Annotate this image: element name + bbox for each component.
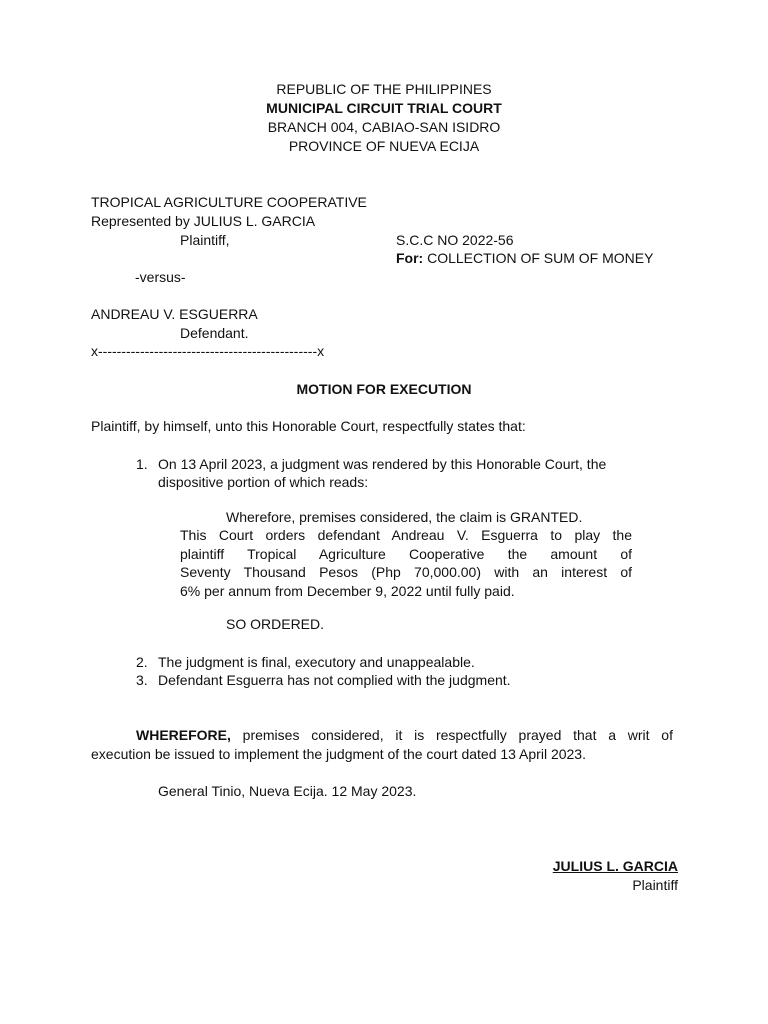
prayer-line-1 xyxy=(136,726,673,744)
item-3-text: Defendant Esguerra has not complied with the judgment. xyxy=(158,672,511,688)
so-ordered: SO ORDERED. xyxy=(226,616,325,632)
quote-line-1: Wherefore, premises considered, the claim is GRANTED. xyxy=(226,509,583,525)
quote-line-5: 6% per annum from December 9, 2022 until fully paid. xyxy=(180,583,515,599)
item-1-number: 1. xyxy=(136,456,148,472)
document-title: MOTION FOR EXECUTION xyxy=(296,381,472,397)
signatory-role: Plaintiff xyxy=(632,877,678,893)
defendant-label: Defendant. xyxy=(180,325,249,341)
signatory-name: JULIUS L. GARCIA xyxy=(552,858,678,874)
prayer-line-1-rest: premises considered, it is respectfully prayed that a writ of xyxy=(230,727,673,743)
case-nature-value: COLLECTION OF SUM OF MONEY xyxy=(423,250,654,266)
quote-line-3: plaintiff Tropical Agriculture Cooperative the amount of xyxy=(180,546,632,562)
case-nature-label: For: xyxy=(396,250,424,266)
versus: -versus- xyxy=(135,269,186,285)
item-1-line-2: dispositive portion of which reads: xyxy=(158,474,369,490)
header-court: MUNICIPAL CIRCUIT TRIAL COURT xyxy=(266,100,502,116)
item-3-number: 3. xyxy=(136,672,148,688)
defendant-name: ANDREAU V. ESGUERRA xyxy=(91,306,258,322)
represented-by: Represented by JULIUS L. GARCIA xyxy=(91,213,316,229)
case-number: S.C.C NO 2022-56 xyxy=(396,232,514,248)
item-1-line-1: On 13 April 2023, a judgment was rendered by this Honorable Court, the xyxy=(158,456,607,472)
header-republic: REPUBLIC OF THE PHILIPPINES xyxy=(276,81,492,97)
plaintiff-name: TROPICAL AGRICULTURE COOPERATIVE xyxy=(91,194,367,210)
intro-text: Plaintiff, by himself, unto this Honorable Court, respectfully states that: xyxy=(91,418,526,434)
item-2-number: 2. xyxy=(136,654,148,670)
quote-line-2: This Court orders defendant Andreau V. Esguerra to play the xyxy=(180,527,632,543)
header-branch: BRANCH 004, CABIAO-SAN ISIDRO xyxy=(267,119,501,135)
place-date: General Tinio, Nueva Ecija. 12 May 2023. xyxy=(158,783,417,799)
case-nature xyxy=(396,249,653,267)
prayer-lead: WHEREFORE, xyxy=(136,727,231,743)
header-province: PROVINCE OF NUEVA ECIJA xyxy=(288,138,480,154)
quote-line-4: Seventy Thousand Pesos (Php 70,000.00) with an interest of xyxy=(180,564,632,580)
item-2-text: The judgment is final, executory and unappealable. xyxy=(158,654,475,670)
plaintiff-label: Plaintiff, xyxy=(180,232,230,248)
caption-separator: x-----------------------------------------------x xyxy=(91,343,325,359)
prayer-line-2: execution be issued to implement the judgment of the court dated 13 April 2023. xyxy=(91,746,586,762)
